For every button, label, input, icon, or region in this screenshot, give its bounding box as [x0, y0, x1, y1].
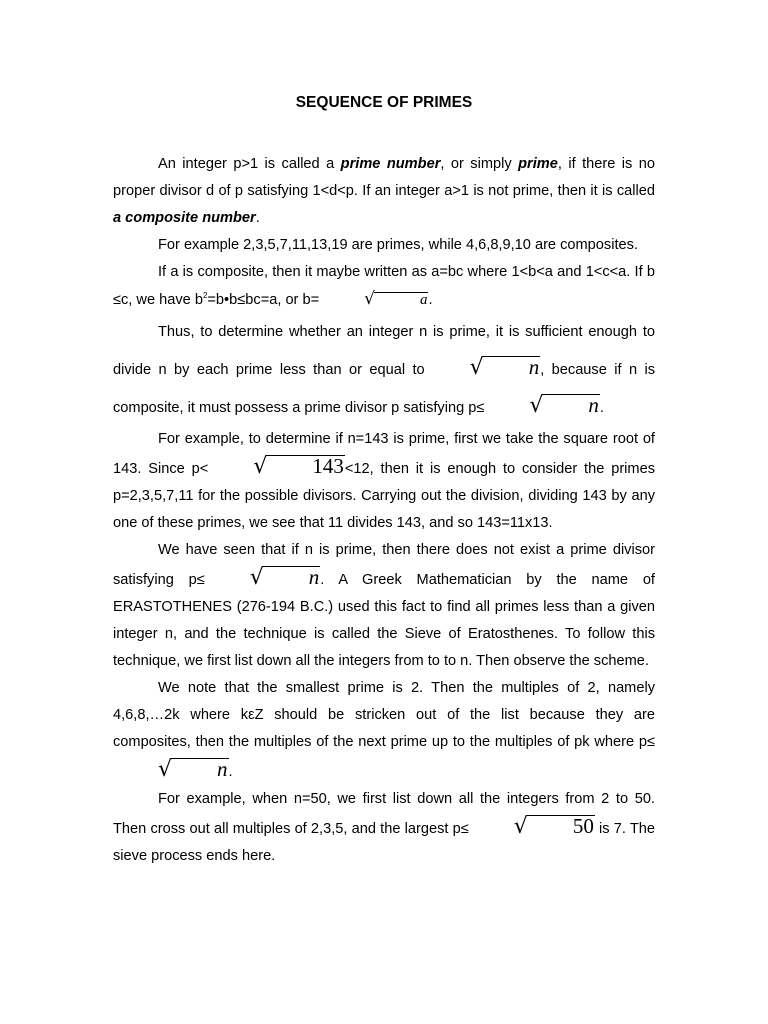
radical-sign: √ — [364, 289, 375, 309]
text-run: We have seen that if n is prime, then there does not exist a prime divisor satisfying p≤ — [113, 542, 655, 588]
paragraph-definition — [113, 151, 655, 232]
square-root-143 — [208, 453, 345, 483]
superscript: 2 — [202, 291, 208, 301]
square-root-50 — [469, 813, 595, 843]
radical-sign: √ — [249, 565, 264, 590]
term-prime: prime — [518, 156, 558, 172]
radicand: n — [542, 394, 600, 416]
text-run: =b•b≤bc=a, or b= — [207, 292, 320, 308]
radicand: 143 — [266, 455, 345, 477]
text-run: . A Greek Mathematician by the name of ERASTOTHENES (276-194 B.C.) used this fact to find all primes less than a given integer n, and the technique is called the Sieve of Eratosthenes. To follow this technique, we first list down all the integers from to to n. Then observe the scheme. — [113, 572, 655, 669]
radical-sign: √ — [253, 454, 268, 479]
square-root-n — [205, 564, 321, 594]
paragraph-example-50 — [113, 786, 655, 870]
text-run: , because if n is composite, it must possess a prime divisor p satisfying p≤ — [113, 362, 656, 416]
radicand: 50 — [527, 815, 595, 837]
paragraph-example-143 — [113, 426, 655, 537]
square-root-a — [319, 286, 428, 314]
text-run: An integer p>1 is called a — [158, 156, 341, 172]
paragraph-sieve — [113, 537, 655, 675]
paragraph-composite — [113, 259, 655, 314]
text-run: We note that the smallest prime is 2. Then the multiples of 2, namely 4,6,8,…2k where kεZ should be stricken out of the list because they are composites, then the multiples of the next prime up to the multiples of pk where p≤ — [113, 680, 655, 750]
text-run: , if there is no proper divisor d of p satisfying 1<d<p. If an integer a>1 is not prime, then it is called — [113, 156, 656, 199]
radical-sign: √ — [469, 355, 484, 380]
paragraph-sufficient — [113, 314, 655, 426]
text-run: . — [599, 400, 604, 416]
radicand: a — [374, 292, 429, 308]
document-title: SEQUENCE OF PRIMES — [295, 94, 473, 111]
text-run: For example, when n=50, we first list down all the integers from 2 to 50. Then cross out all multiples of 2,3,5, and the largest p≤ — [113, 791, 655, 837]
radicand: n — [171, 758, 229, 780]
paragraph-examples: For example 2,3,5,7,11,13,19 are primes, while 4,6,8,9,10 are composites. — [158, 237, 638, 253]
text-run: . — [255, 210, 260, 226]
text-run: . — [428, 292, 433, 308]
text-run: is 7. The sieve process ends here. — [113, 821, 655, 864]
square-root-n — [484, 388, 600, 426]
radicand: n — [483, 356, 541, 378]
text-run: <12, then it is enough to consider the primes p=2,3,5,7,11 for the possible divisors. Carrying out the division, dividing 143 by any one of these primes, we see that 11 divides 143, and so 143=11x13. — [113, 461, 655, 531]
radicand: n — [263, 566, 321, 588]
term-prime-number: prime number — [340, 156, 441, 172]
document-body — [113, 151, 655, 870]
text-run: For example, to determine if n=143 is prime, first we take the square root of 143. Since p< — [113, 431, 655, 477]
paragraph-multiples — [113, 675, 655, 786]
text-run: Thus, to determine whether an integer n is prime, it is sufficient enough to divide n by each prime less than or equal to — [113, 324, 655, 378]
text-run: . — [228, 764, 233, 780]
radical-sign: √ — [529, 393, 544, 418]
text-run: , or simply — [440, 156, 519, 172]
square-root-n — [113, 756, 229, 786]
term-composite-number: a composite number — [113, 210, 256, 226]
square-root-n — [425, 350, 541, 388]
radical-sign: √ — [158, 757, 173, 782]
text-run: If a is composite, then it maybe written as a=bc where 1<b<a and 1<c<a. If b ≤c, we have b — [113, 264, 655, 308]
radical-sign: √ — [513, 814, 528, 839]
